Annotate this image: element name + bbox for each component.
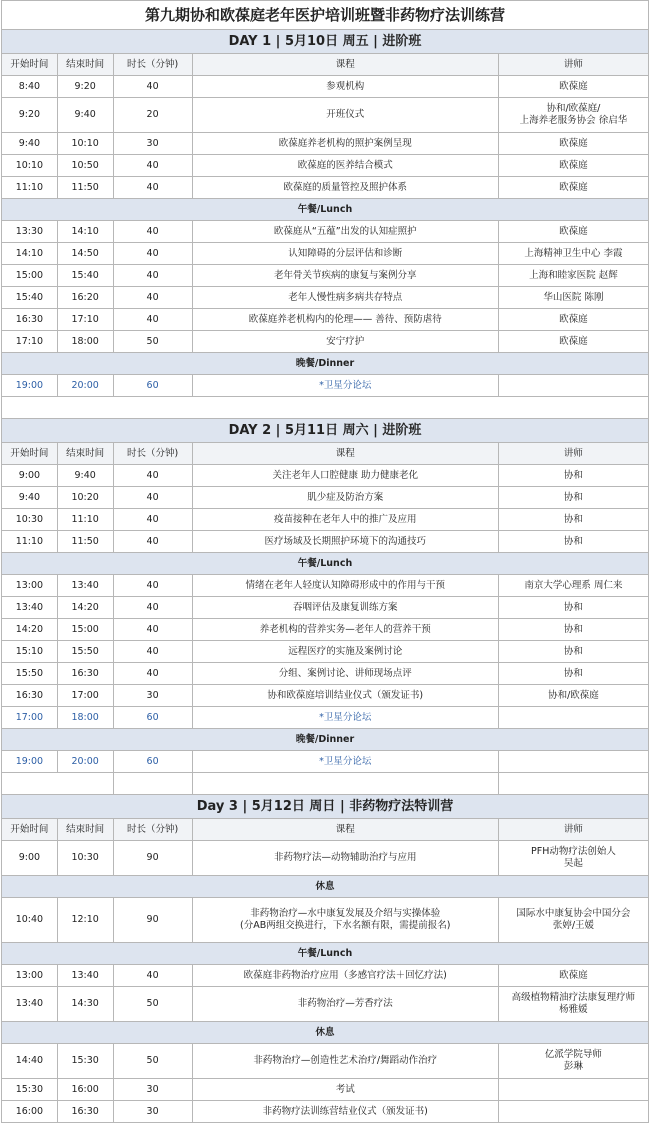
duration: 30	[113, 1079, 192, 1101]
duration: 90	[113, 898, 192, 943]
course-name-line: 欧葆庭非药物治疗应用（多感官疗法＋回忆疗法)	[243, 969, 447, 981]
course-name: 老年骨关节疾病的康复与案例分享	[192, 265, 498, 287]
duration: 40	[113, 663, 192, 685]
break-label: 休息	[2, 876, 649, 898]
session-row	[2, 965, 649, 987]
end-time: 20:00	[57, 751, 113, 773]
end-time-header: 结束时间	[57, 819, 113, 841]
start-time: 14:10	[2, 243, 58, 265]
course-name: 老年人慢性病多病共存特点	[192, 287, 498, 309]
course-name: 协和欧葆庭培训结业仪式（颁发证书)	[192, 685, 498, 707]
end-time: 10:50	[57, 155, 113, 177]
lecturer-line: 上海精神卫生中心 李霞	[524, 247, 623, 259]
end-time: 20:00	[57, 375, 113, 397]
end-time: 14:50	[57, 243, 113, 265]
start-time: 9:40	[2, 133, 58, 155]
start-time: 13:00	[2, 575, 58, 597]
lecturer	[498, 155, 648, 177]
lecturer	[498, 619, 648, 641]
course-name: 远程医疗的实施及案例讨论	[192, 641, 498, 663]
course-name: 分组、案例讨论、讲师现场点评	[192, 663, 498, 685]
lecturer	[498, 375, 648, 397]
lecturer-line: 欧葆庭	[559, 159, 588, 171]
session-row	[2, 265, 649, 287]
course-header: 课程	[192, 819, 498, 841]
duration: 50	[113, 1044, 192, 1079]
duration: 50	[113, 987, 192, 1022]
lecturer-line: 欧葆庭	[559, 181, 588, 193]
course-name: 欧葆庭从“五蕴”出发的认知症照护	[192, 221, 498, 243]
lecturer-line: 协和	[563, 601, 583, 613]
end-time-header: 结束时间	[57, 443, 113, 465]
session-row	[2, 641, 649, 663]
end-time: 10:20	[57, 487, 113, 509]
session-row	[2, 98, 649, 133]
start-time: 19:00	[2, 751, 58, 773]
break-row	[2, 876, 649, 898]
end-time: 15:40	[57, 265, 113, 287]
session-row	[2, 221, 649, 243]
duration: 40	[113, 965, 192, 987]
lecturer-header: 讲师	[498, 819, 648, 841]
lecturer-line: 杨雅媛	[559, 1004, 588, 1015]
duration: 40	[113, 487, 192, 509]
spacer-cell	[113, 773, 192, 795]
schedule-table	[1, 0, 649, 1123]
course-name-line: 非药物治疗—创造性艺术治疗/舞蹈动作治疗	[253, 1055, 438, 1066]
dinner-label: 晚餐/Dinner	[2, 353, 649, 375]
lecturer-line: 国际水中康复协会中国分会	[516, 908, 631, 919]
course-name: 欧葆庭的质量管控及照护体系	[192, 177, 498, 199]
lecturer-line: 亿派学院导师	[544, 1049, 602, 1060]
start-time: 16:30	[2, 685, 58, 707]
day-title: Day 3 | 5月12日 周日 | 非药物疗法特训营	[2, 795, 649, 819]
session-row	[2, 663, 649, 685]
duration: 40	[113, 531, 192, 553]
dinner-row	[2, 729, 649, 751]
lecturer	[498, 597, 648, 619]
session-row	[2, 177, 649, 199]
start-time: 8:40	[2, 76, 58, 98]
lecturer	[498, 331, 648, 353]
end-time: 11:50	[57, 531, 113, 553]
lecturer	[498, 685, 648, 707]
lecturer-line: 华山医院 陈刚	[543, 291, 604, 303]
lecturer-line: 欧葆庭	[559, 313, 588, 325]
lecturer-line: 协和	[563, 469, 583, 481]
lecturer	[498, 531, 648, 553]
end-time: 14:30	[57, 987, 113, 1022]
duration: 30	[113, 133, 192, 155]
duration: 40	[113, 465, 192, 487]
start-time: 16:30	[2, 309, 58, 331]
end-time-header: 结束时间	[57, 54, 113, 76]
course-name: 认知障碍的分层评估和诊断	[192, 243, 498, 265]
course-name: 吞咽评估及康复训练方案	[192, 597, 498, 619]
start-time: 11:10	[2, 177, 58, 199]
lecturer-line: 欧葆庭	[559, 225, 588, 237]
course-header: 课程	[192, 443, 498, 465]
course-name: 安宁疗护	[192, 331, 498, 353]
course-name-line: 非药物疗法—动物辅助治疗与应用	[273, 852, 417, 863]
session-row	[2, 1079, 649, 1101]
lecturer	[498, 575, 648, 597]
lunch-row	[2, 199, 649, 221]
lunch-label: 午餐/Lunch	[2, 943, 649, 965]
lecturer-line: 欧葆庭	[559, 80, 588, 92]
lunch-row	[2, 553, 649, 575]
column-header-row	[2, 54, 649, 76]
course-name-line: (分AB两组交换进行，下水名额有限，需提前报名)	[240, 920, 451, 931]
day-header-row	[2, 419, 649, 443]
duration: 40	[113, 509, 192, 531]
start-time: 9:40	[2, 487, 58, 509]
lecturer-line: 高级植物精油疗法康复理疗师	[511, 992, 636, 1003]
session-row	[2, 841, 649, 876]
start-time: 14:40	[2, 1044, 58, 1079]
session-row	[2, 685, 649, 707]
lecturer	[498, 98, 648, 133]
session-row	[2, 575, 649, 597]
lunch-label: 午餐/Lunch	[2, 553, 649, 575]
duration: 40	[113, 177, 192, 199]
duration-header: 时长（分钟)	[113, 443, 192, 465]
course-name: 开班仪式	[192, 98, 498, 133]
lecturer	[498, 898, 648, 943]
lecturer-line: 协和	[563, 535, 583, 547]
session-row	[2, 531, 649, 553]
duration: 60	[113, 751, 192, 773]
column-header-row	[2, 443, 649, 465]
course-header: 课程	[192, 54, 498, 76]
lecturer	[498, 287, 648, 309]
end-time: 9:40	[57, 465, 113, 487]
page-title: 第九期协和欧葆庭老年医护培训班暨非药物疗法训练营	[2, 1, 649, 30]
day-header-row	[2, 30, 649, 54]
session-row	[2, 597, 649, 619]
session-row	[2, 76, 649, 98]
duration: 60	[113, 375, 192, 397]
duration: 50	[113, 331, 192, 353]
course-name: 欧葆庭养老机构的照护案例呈现	[192, 133, 498, 155]
course-name	[192, 1044, 498, 1079]
schedule-sheet	[1, 0, 649, 1123]
start-time: 13:30	[2, 221, 58, 243]
duration: 60	[113, 707, 192, 729]
end-time: 16:30	[57, 663, 113, 685]
course-name	[192, 898, 498, 943]
lunch-label: 午餐/Lunch	[2, 199, 649, 221]
duration: 40	[113, 243, 192, 265]
start-time: 14:20	[2, 619, 58, 641]
forum-row	[2, 707, 649, 729]
start-time: 11:10	[2, 531, 58, 553]
start-time: 15:00	[2, 265, 58, 287]
duration: 40	[113, 265, 192, 287]
course-name: *卫星分论坛	[192, 375, 498, 397]
start-time: 10:30	[2, 509, 58, 531]
duration: 40	[113, 155, 192, 177]
session-row	[2, 375, 649, 397]
course-name	[192, 1101, 498, 1123]
lecturer	[498, 1079, 648, 1101]
lecturer	[498, 509, 648, 531]
duration: 40	[113, 641, 192, 663]
end-time: 16:20	[57, 287, 113, 309]
lecturer	[498, 309, 648, 331]
course-name: 肌少症及防治方案	[192, 487, 498, 509]
lecturer	[498, 465, 648, 487]
session-row	[2, 243, 649, 265]
spacer-cell	[192, 773, 498, 795]
start-time: 13:40	[2, 597, 58, 619]
start-time: 13:40	[2, 987, 58, 1022]
lecturer-line: 上海和睦家医院 赵辉	[529, 269, 618, 281]
course-name: 关注老年人口腔健康 助力健康老化	[192, 465, 498, 487]
session-row	[2, 1044, 649, 1079]
duration: 90	[113, 841, 192, 876]
course-name-line: 非药物疗法训练营结业仪式（颁发证书)	[262, 1105, 428, 1117]
lecturer-line: 欧葆庭	[559, 969, 588, 981]
start-time: 19:00	[2, 375, 58, 397]
course-name	[192, 965, 498, 987]
duration: 40	[113, 575, 192, 597]
session-row	[2, 898, 649, 943]
lecturer-line: 上海养老服务协会 徐启华	[519, 115, 628, 126]
end-time: 11:10	[57, 509, 113, 531]
end-time: 9:20	[57, 76, 113, 98]
end-time: 16:00	[57, 1079, 113, 1101]
spacer-row	[2, 773, 649, 795]
end-time: 15:30	[57, 1044, 113, 1079]
course-name: 疫苗接种在老年人中的推广及应用	[192, 509, 498, 531]
break-row	[2, 1022, 649, 1044]
end-time: 12:10	[57, 898, 113, 943]
end-time: 17:10	[57, 309, 113, 331]
duration: 40	[113, 619, 192, 641]
end-time: 14:20	[57, 597, 113, 619]
course-name: 养老机构的营养实务—老年人的营养干预	[192, 619, 498, 641]
start-time: 9:00	[2, 841, 58, 876]
lecturer-line: 南京大学心理系 周仁来	[524, 579, 623, 591]
start-time: 15:30	[2, 1079, 58, 1101]
spacer-cell	[498, 773, 648, 795]
lecturer	[498, 751, 648, 773]
lecturer-header: 讲师	[498, 54, 648, 76]
session-row	[2, 619, 649, 641]
start-time-header: 开始时间	[2, 54, 58, 76]
start-time-header: 开始时间	[2, 443, 58, 465]
lecturer-line: 彭琳	[563, 1061, 583, 1072]
course-name: 欧葆庭养老机构内的伦理—— 善待、预防虐待	[192, 309, 498, 331]
duration-header: 时长（分钟)	[113, 819, 192, 841]
end-time: 10:10	[57, 133, 113, 155]
dinner-row	[2, 353, 649, 375]
course-name	[192, 1079, 498, 1101]
end-time: 18:00	[57, 331, 113, 353]
session-row	[2, 1101, 649, 1123]
break-label: 休息	[2, 1022, 649, 1044]
lecturer	[498, 987, 648, 1022]
lecturer	[498, 663, 648, 685]
session-row	[2, 987, 649, 1022]
start-time: 17:10	[2, 331, 58, 353]
lecturer-line: 欧葆庭	[559, 335, 588, 347]
session-row	[2, 465, 649, 487]
duration-header: 时长（分钟)	[113, 54, 192, 76]
lecturer-line: 欧葆庭	[559, 137, 588, 149]
lecturer	[498, 76, 648, 98]
course-name-line: 非药物治疗—芳香疗法	[297, 998, 393, 1009]
end-time: 18:00	[57, 707, 113, 729]
lecturer	[498, 133, 648, 155]
lecturer	[498, 965, 648, 987]
end-time: 15:50	[57, 641, 113, 663]
spacer-cell	[2, 397, 649, 419]
end-time: 15:00	[57, 619, 113, 641]
duration: 40	[113, 221, 192, 243]
start-time: 10:40	[2, 898, 58, 943]
end-time: 16:30	[57, 1101, 113, 1123]
lecturer	[498, 707, 648, 729]
session-row	[2, 331, 649, 353]
start-time-header: 开始时间	[2, 819, 58, 841]
lecturer-line: 协和	[563, 491, 583, 503]
spacer-row	[2, 397, 649, 419]
lecturer	[498, 841, 648, 876]
lunch-row	[2, 943, 649, 965]
start-time: 15:10	[2, 641, 58, 663]
lecturer	[498, 487, 648, 509]
session-row	[2, 155, 649, 177]
lecturer-line: 协和	[563, 513, 583, 525]
duration: 40	[113, 287, 192, 309]
start-time: 16:00	[2, 1101, 58, 1123]
lecturer	[498, 243, 648, 265]
lecturer-line: 协和/欧葆庭/	[546, 103, 601, 114]
lecturer-line: 吴起	[563, 858, 583, 869]
lecturer	[498, 177, 648, 199]
lecturer-line: 协和	[563, 667, 583, 679]
session-row	[2, 133, 649, 155]
start-time: 17:00	[2, 707, 58, 729]
day-header-row	[2, 795, 649, 819]
lecturer-line: PFH动物疗法创始人	[531, 846, 616, 857]
end-time: 13:40	[57, 575, 113, 597]
duration: 40	[113, 76, 192, 98]
course-name-line: 考试	[335, 1083, 355, 1095]
end-time: 9:40	[57, 98, 113, 133]
lecturer-line: 协和/欧葆庭	[548, 689, 599, 701]
end-time: 13:40	[57, 965, 113, 987]
spacer-cell	[2, 773, 58, 795]
course-name: 情绪在老年人轻度认知障碍形成中的作用与干预	[192, 575, 498, 597]
duration: 30	[113, 685, 192, 707]
course-name	[192, 987, 498, 1022]
column-header-row	[2, 819, 649, 841]
end-time: 10:30	[57, 841, 113, 876]
course-name-line: 非药物治疗—水中康复发展及介绍与实操体验	[250, 908, 441, 919]
lecturer-line: 张婷/王媛	[552, 920, 595, 931]
course-name	[192, 841, 498, 876]
start-time: 10:10	[2, 155, 58, 177]
start-time: 15:40	[2, 287, 58, 309]
duration: 20	[113, 98, 192, 133]
lecturer-header: 讲师	[498, 443, 648, 465]
forum-row	[2, 751, 649, 773]
end-time: 11:50	[57, 177, 113, 199]
start-time: 13:00	[2, 965, 58, 987]
course-name: 参观机构	[192, 76, 498, 98]
course-name: 医疗场域及长期照护环境下的沟通技巧	[192, 531, 498, 553]
lecturer	[498, 265, 648, 287]
course-name: *卫星分论坛	[192, 751, 498, 773]
day-title: DAY 2 | 5月11日 周六 | 进阶班	[2, 419, 649, 443]
session-row	[2, 509, 649, 531]
duration: 40	[113, 597, 192, 619]
day-title: DAY 1 | 5月10日 周五 | 进阶班	[2, 30, 649, 54]
lecturer	[498, 1101, 648, 1123]
lecturer-line: 协和	[563, 645, 583, 657]
duration: 30	[113, 1101, 192, 1123]
lecturer	[498, 641, 648, 663]
lecturer-line: 协和	[563, 623, 583, 635]
session-row	[2, 487, 649, 509]
start-time: 9:00	[2, 465, 58, 487]
lecturer	[498, 1044, 648, 1079]
session-row	[2, 287, 649, 309]
course-name: 欧葆庭的医养结合模式	[192, 155, 498, 177]
course-name: *卫星分论坛	[192, 707, 498, 729]
lecturer	[498, 221, 648, 243]
start-time: 9:20	[2, 98, 58, 133]
start-time: 15:50	[2, 663, 58, 685]
end-time: 17:00	[57, 685, 113, 707]
session-row	[2, 309, 649, 331]
dinner-label: 晚餐/Dinner	[2, 729, 649, 751]
end-time: 14:10	[57, 221, 113, 243]
spacer-cell	[57, 773, 113, 795]
duration: 40	[113, 309, 192, 331]
